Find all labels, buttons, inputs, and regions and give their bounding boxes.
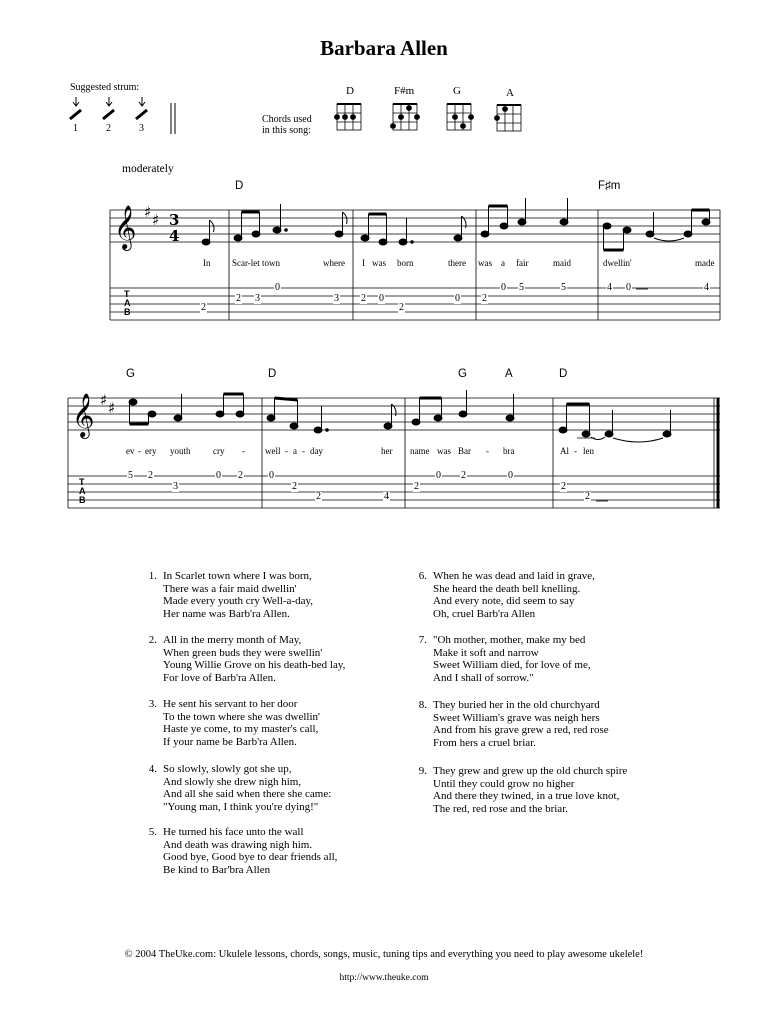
tab-fret: 3 — [255, 293, 260, 304]
verse-line: There was a fair maid dwellin' — [163, 582, 297, 595]
verse-line: She heard the death bell knelling. — [433, 582, 581, 595]
verse-line: The red, red rose and the briar. — [433, 802, 568, 815]
chord-diagram-d — [335, 104, 362, 130]
verse-line: And I shall of sorrow." — [433, 671, 534, 684]
chord-symbol: D — [235, 180, 244, 192]
lyric-syllable: ev — [126, 446, 135, 456]
svg-text:A: A — [79, 486, 86, 496]
lyric-syllable: her — [381, 446, 393, 456]
tab-fret: 0 — [626, 282, 631, 293]
tab-fret: 0 — [455, 293, 460, 304]
verse-line: Sweet William's grave was neigh hers — [433, 711, 600, 724]
chord-symbol: A — [505, 368, 513, 380]
tab-fret: 5 — [128, 470, 133, 481]
lyric-syllable: was — [372, 258, 386, 268]
tab-fret: 2 — [292, 481, 297, 492]
tab-label — [124, 289, 131, 317]
lyric-syllable: youth — [170, 446, 191, 456]
tab-fret: 4 — [704, 282, 709, 293]
verse-line: So slowly, slowly got she up, — [163, 763, 292, 775]
sharp-icon: ♯ — [100, 391, 108, 409]
lyric-syllable: Bar — [458, 446, 471, 456]
site-url[interactable]: http://www.theuke.com — [339, 973, 429, 983]
verse-line: And death was drawing nigh him. — [163, 838, 313, 851]
lyric-syllable: - — [302, 446, 305, 456]
tab-fret: 2 — [399, 302, 404, 313]
chord-diagram-name: D — [346, 85, 354, 97]
lyric-syllable: was — [437, 446, 451, 456]
verse-number: 5. — [148, 826, 157, 838]
verse-line: They grew and grew up the old church spire — [433, 765, 628, 777]
tab-fret: 0 — [269, 470, 274, 481]
svg-text:T: T — [79, 477, 85, 487]
verse-line: "Young man, I think you're dying!" — [163, 800, 319, 813]
verse-line: Made every youth cry Well-a-day, — [163, 595, 313, 608]
strum-slashes — [70, 110, 147, 119]
verse-number: 9. — [418, 765, 427, 777]
chord-diagram-a — [495, 105, 522, 131]
lyric-syllable: made — [695, 258, 715, 268]
lyric-syllable: a — [293, 446, 297, 456]
tab-fret: 3 — [334, 293, 339, 304]
tab-fret: 4 — [384, 491, 389, 502]
tab-fret: 0 — [379, 293, 384, 304]
chord-symbol: G — [126, 368, 135, 380]
svg-text:A: A — [124, 298, 131, 308]
tab-label — [79, 477, 86, 505]
sharp-icon: ♯ — [152, 211, 160, 229]
chord-symbol: G — [458, 368, 467, 380]
chords-used-label-line: in this song: — [262, 125, 311, 136]
chord-symbol: D — [268, 368, 277, 380]
verse-number: 7. — [418, 634, 427, 646]
strum-label: Suggested strum: — [70, 82, 140, 93]
verse-line: And slowly she drew nigh him, — [163, 775, 302, 788]
chord-diagram-name: G — [453, 85, 461, 97]
strum-beat: 2 — [106, 123, 111, 134]
tempo-marking: moderately — [122, 163, 174, 175]
svg-text:T: T — [124, 289, 130, 299]
verse-line: Good bye, Good bye to dear friends all, — [163, 851, 338, 864]
verse-number: 4. — [148, 763, 157, 775]
time-signature: 4 — [169, 227, 180, 245]
verse-line: For love of Barb'ra Allen. — [163, 671, 276, 684]
lyric-syllable: I — [362, 258, 365, 268]
svg-text:B: B — [79, 495, 86, 505]
lyric-syllable: where — [323, 258, 345, 268]
verse-number: 8. — [418, 699, 427, 711]
down-arrow-icon — [106, 97, 112, 106]
lyric-syllable: - — [486, 446, 489, 456]
treble-clef-icon: 𝄞 — [114, 205, 137, 249]
verse-number: 6. — [418, 570, 427, 582]
lyric-syllable: fair — [516, 258, 529, 268]
verse-line: And there they twined, in a true love knot, — [433, 790, 620, 803]
tab-fret: 2 — [361, 293, 366, 304]
verse-line: And from his grave grew a red, red rose — [433, 724, 609, 737]
lyric-syllable: born — [397, 258, 414, 268]
lyric-syllable: was — [478, 258, 492, 268]
verse-number: 2. — [148, 634, 157, 646]
tab-fret: 0 — [216, 470, 221, 481]
tab-fret: 2 — [414, 481, 419, 492]
lyric-syllable: - — [242, 446, 245, 456]
treble-clef-icon: 𝄞 — [72, 393, 95, 437]
verse-line: Her name was Barb'ra Allen. — [163, 607, 290, 620]
strum-end-barline — [171, 103, 175, 134]
tab-fret: 2 — [561, 481, 566, 492]
tab-ties — [596, 289, 648, 501]
tab-fret: 2 — [236, 293, 241, 304]
lyric-syllable: - — [574, 446, 577, 456]
verse-line: And all she said when there she came: — [163, 788, 332, 801]
verse-line: They buried her in the old churchyard — [433, 699, 600, 711]
verse-line: If your name be Barb'ra Allen. — [163, 735, 297, 748]
tab-fret: 0 — [275, 282, 280, 293]
lyric-syllable: there — [448, 258, 466, 268]
chords-used-label-line: Chords used — [262, 114, 312, 125]
tab-fret: 2 — [238, 470, 243, 481]
lyric-syllable: - — [138, 446, 141, 456]
song-title: Barbara Allen — [320, 36, 448, 60]
tab-fret: 2 — [482, 293, 487, 304]
tab-fret: 2 — [585, 491, 590, 502]
verse-line: He sent his servant to her door — [163, 698, 298, 710]
chord-diagram-name: F#m — [394, 85, 415, 97]
verse-line: Sweet William died, for love of me, — [433, 659, 591, 672]
tab-fret: 4 — [607, 282, 612, 293]
lyric-syllable: cry — [213, 446, 225, 456]
chord-symbol: D — [559, 368, 568, 380]
staff-2 — [68, 398, 720, 508]
lyric-syllable: - — [285, 446, 288, 456]
chord-diagram-fsharp-m — [391, 104, 420, 130]
chord-diagram-name: A — [506, 87, 514, 99]
lyric-syllable: maid — [553, 258, 571, 268]
verse-line: And every note, did seem to say — [433, 595, 575, 608]
verse-line: Oh, cruel Barb'ra Allen — [433, 607, 536, 620]
verse-line: Young Willie Grove on his death-bed lay, — [163, 659, 346, 672]
strum-beat: 3 — [139, 123, 144, 134]
verse-line: When he was dead and laid in grave, — [433, 570, 595, 582]
tab-fret: 0 — [508, 470, 513, 481]
sharp-icon: ♯ — [144, 203, 152, 221]
tab-fret: 0 — [501, 282, 506, 293]
time-signature: 3 — [169, 211, 180, 229]
lyric-syllable: dwellin' — [603, 258, 632, 268]
verse-line: When green buds they were swellin' — [163, 646, 323, 659]
down-arrow-icon — [139, 97, 145, 106]
sharp-icon: ♯ — [108, 399, 116, 417]
down-arrow-icon — [73, 97, 79, 106]
lyric-syllable: len — [583, 446, 594, 456]
verse-line: To the town where she was dwellin' — [163, 710, 321, 723]
tab-fret: 3 — [173, 481, 178, 492]
tab-fret: 0 — [436, 470, 441, 481]
tab-fret: 5 — [561, 282, 566, 293]
verse-line: He turned his face unto the wall — [163, 826, 304, 838]
verse-line: "Oh mother, mother, make my bed — [433, 634, 586, 646]
tab-2 — [68, 476, 720, 508]
verse-line: Haste ye come, to my master's call, — [163, 723, 319, 736]
svg-text:B: B — [124, 307, 131, 317]
strum-beat: 1 — [73, 123, 78, 134]
lyric-syllable: name — [410, 446, 430, 456]
tab-fret: 2 — [461, 470, 466, 481]
tab-fret: 2 — [148, 470, 153, 481]
lyric-syllable: a — [501, 258, 505, 268]
verse-line: Make it soft and narrow — [433, 646, 539, 659]
verse-line: Until they could grow no higher — [433, 777, 575, 790]
verse-line: All in the merry month of May, — [163, 634, 302, 646]
lyric-syllable: bra — [503, 446, 515, 456]
lyric-syllable: well — [265, 446, 281, 456]
verse-line: From hers a cruel briar. — [433, 736, 536, 749]
verse-number: 1. — [148, 570, 157, 582]
chord-symbol: F♯m — [598, 180, 621, 192]
strum-arrows — [73, 97, 145, 106]
tab-fret: 5 — [519, 282, 524, 293]
lyric-syllable: ery — [145, 446, 157, 456]
verse-line: In Scarlet town where I was born, — [163, 570, 312, 582]
copyright-notice: © 2004 TheUke.com: Ukulele lessons, chords, songs, music, tuning tips and everything you need to play awesome ukelele! — [124, 949, 644, 960]
tab-fret: 2 — [201, 302, 206, 313]
chord-diagram-g — [447, 104, 474, 130]
verse-number: 3. — [148, 698, 157, 710]
lyric-syllable: Scar-let town — [232, 258, 281, 268]
lyric-syllable: In — [203, 258, 211, 268]
lyric-syllable: day — [310, 446, 323, 456]
verse-line: Be kind to Bar'bra Allen — [163, 863, 271, 876]
lyric-syllable: Al — [560, 446, 569, 456]
tab-fret: 2 — [316, 491, 321, 502]
